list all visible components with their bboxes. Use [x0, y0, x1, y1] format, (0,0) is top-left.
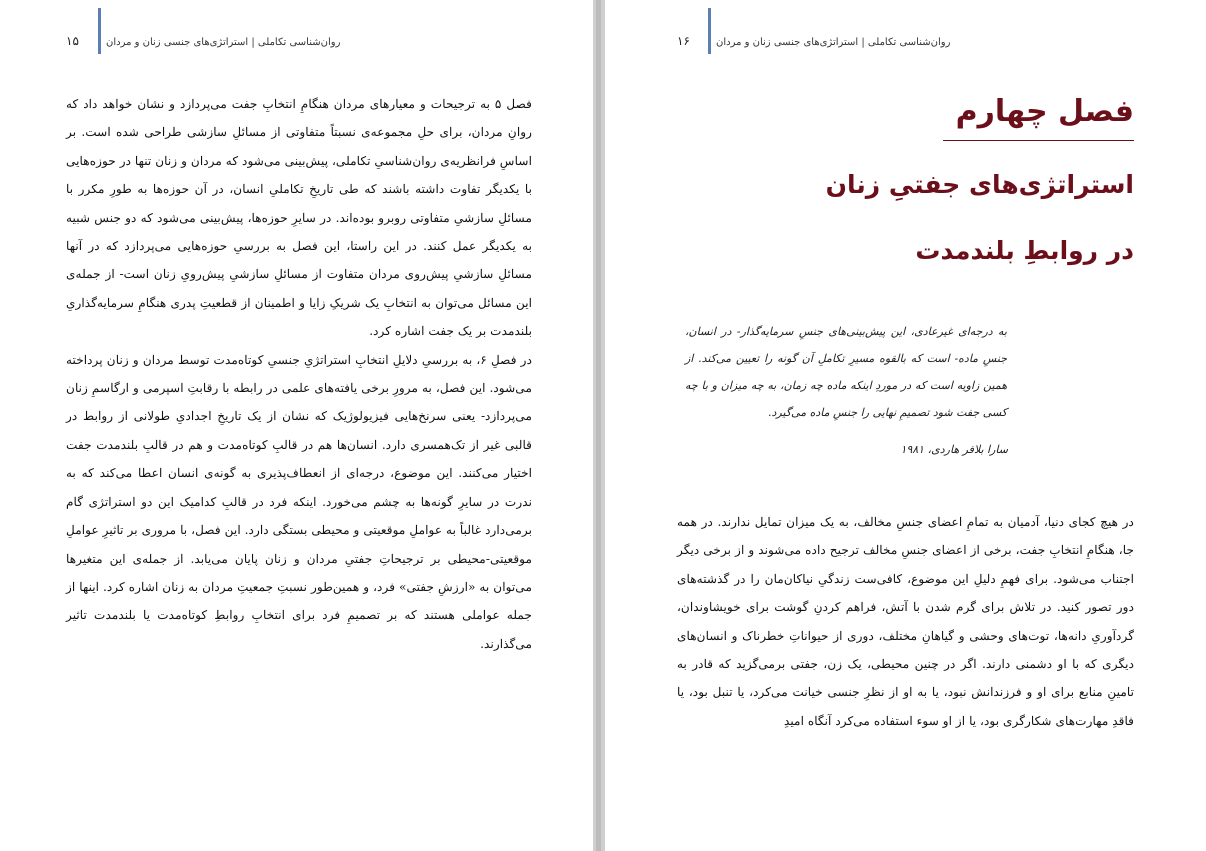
left-page — [0, 0, 593, 851]
header-rule — [98, 8, 101, 54]
chapter-title: فصل چهارم — [955, 94, 1134, 129]
chapter-subtitle: استراتژی‌های جفتیِ زنان — [825, 170, 1134, 199]
body-text — [66, 90, 532, 658]
body-text — [677, 508, 1134, 735]
scrollbar[interactable] — [596, 0, 601, 851]
paragraph: فصل ۵ به ترجیحات و معیارهای مردان هنگامِ انتخابِ جفت می‌پردازد و نشان خواهد داد که روانِ مردان، برای حلِ مجموعه‌ی نسبتاً متفاوتی از مسائلِ سازشی طراحی شده است. بر اساسِ فرانظریه‌ی روان‌شناسیِ تکاملی، پیش‌بینی می‌شود که مردان و زنان تنها در حوزه‌هایی با یکدیگر تفاوت داشته باشند که طی تاریخِ تکاملیِ انسان، در آن حوزه‌ها به طورِ مکرر با مسائلِ سازشیِ متفاوتی روبرو بوده‌اند. در سایرِ حوزه‌ها، پیش‌بینی می‌شود که دو جنس شبیه به یکدیگر عمل کنند. در این راستا، این فصل به بررسیِ حوزه‌هایی می‌پردازد که در آنها مسائلِ سازشیِ پیش‌روی مردان متفاوت از مسائلِ سازشیِ پیش‌رویِ زنان است- از جمله‌ی این مسائل می‌توان به انتخابِ یک شریکِ زایا و اطمینان از قطعیتِ پدری هنگامِ سرمایه‌گذاریِ بلندمدت بر یک جفت اشاره کرد. — [66, 97, 533, 339]
paragraph: در فصلِ ۶، به بررسیِ دلایلِ انتخابِ استراتژیِ جنسیِ کوتاه‌مدت توسط مردان و زنان پرداخته می‌شود. این فصل، به مرورِ برخی یافته‌های علمی در رابطه با رقابتِ اسپرمی و ارگاسمِ زنان می‌پردازد- یعنی سرنخ‌هایی فیزیولوژیک که نشان از یک تاریخِ اجدادیِ طولانی از روابط در قالبی غیر از تک‌همسری دارد. انسان‌ها هم در قالبِ کوتاه‌مدت و هم در قالبِ بلندمدت جفت اختیار می‌کنند. این موضوع، درجه‌ای از انعطاف‌پذیری به گونه‌ی انسان اعطا می‌کند که به ندرت در سایرِ گونه‌ها به چشم می‌خورد. اینکه فرد در قالبِ کدامیک این دو استراتژی گام برمی‌دارد غالباً به عواملِ موقعیتی و محیطی بستگی دارد. این فصل، با مروری بر تاثیرِ عواملِ موقعیتی-محیطی بر ترجیحاتِ جفتیِ مردان و زنان پایان می‌یابد. از جمله‌ی این متغیرها می‌توان به «ارزشِ جفتی» فرد، و همین‌طور نسبتِ جمعیتِ مردان به زنان اشاره کرد. اینها از جمله عواملی هستند که بر تصمیمِ فرد برای انتخابِ روابطِ کوتاه‌مدت یا بلندمدت تاثیر می‌گذارند. — [66, 352, 532, 651]
page-number: ۱۵ — [66, 34, 79, 48]
running-header: روان‌شناسی تکاملی | استراتژی‌های جنسی زنان و مردان — [716, 37, 951, 48]
chapter-subtitle: در روابطِ بلندمدت — [915, 236, 1134, 265]
right-page — [605, 0, 1206, 851]
epigraph-attribution: سارا بلافر هاردی، ۱۹۸۱ — [900, 443, 1008, 456]
title-underline — [943, 140, 1134, 141]
running-header: روان‌شناسی تکاملی | استراتژی‌های جنسی زنان و مردان — [106, 37, 341, 48]
header-rule — [708, 8, 711, 54]
paragraph: در هیچ کجای دنیا، آدمیان به تمامِ اعضای جنسِ مخالف، به یک میزان تمایل ندارند. در همه جا، هنگامِ انتخابِ جفت، برخی از اعضای جنسِ مخالف ترجیح داده می‌شوند و از برخی دیگر اجتناب می‌شود. برای فهمِ دلیلِ این موضوع، کافی‌ست زندگیِ نیاکان‌مان را در گذشته‌های دور تصور کنید. در تلاش برای گرم شدن با آتش، فراهم کردنِ گوشت برای خویشاوندان، گردآوریِ دانه‌ها، توت‌های وحشی و گیاهانِ مختلف، دوری از حیواناتِ خطرناک و انسان‌های دیگری که با او دشمنی دارند. اگر در چنین محیطی، یک زن، جفتی برمی‌گزید که قادر به تامینِ منابع برای او و فرزندانش نبود، یا به او از نظرِ جنسی خیانت می‌کرد، یا تنبل بود، یا فاقدِ مهارت‌های شکارگری بود، یا از او سوء استفاده می‌کرد آنگاه امیدِ — [677, 515, 1134, 728]
page-number: ۱۶ — [677, 34, 690, 48]
epigraph: به درجه‌ای غیرعادی، این پیش‌بینی‌های جنسِ سرمایه‌گذار- در انسان، جنسِ ماده- است که بالقوه مسیرِ تکاملِ آن گونه را تعیین می‌کند. از همین زاویه است که در موردِ اینکه ماده چه زمان، به چه میزان و با چه کسی جفت شود تصمیمِ نهایی را جنسِ ماده می‌گیرد. — [685, 325, 1007, 419]
